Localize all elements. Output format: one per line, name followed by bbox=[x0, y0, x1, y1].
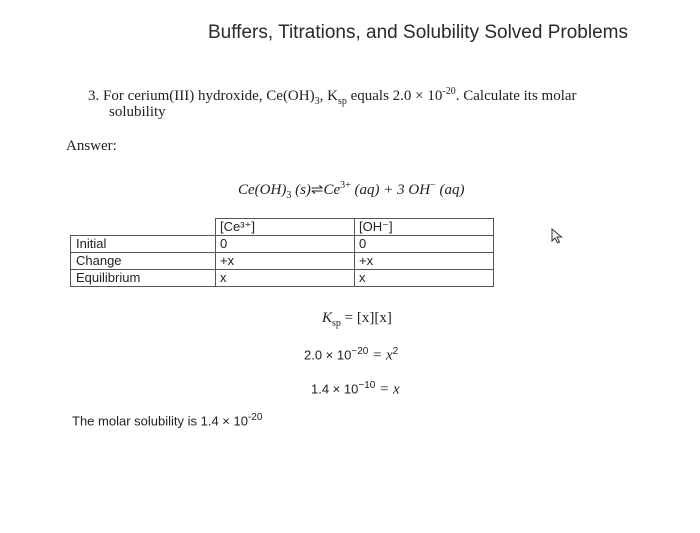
step3-exponent: −10 bbox=[358, 380, 376, 391]
ice-row-initial bbox=[71, 236, 494, 253]
ice-row-label: Change bbox=[71, 253, 216, 270]
ksp-symbol: K bbox=[322, 310, 333, 326]
eq-ion2-charge: − bbox=[430, 180, 436, 191]
step2-rhs: = x bbox=[368, 347, 393, 364]
step2-value: 2.0 × 10 bbox=[304, 347, 352, 363]
ice-row-change bbox=[71, 253, 494, 270]
eq-lhs: Ce(OH) bbox=[238, 182, 287, 198]
ice-header-ce: [Ce³⁺] bbox=[216, 219, 355, 236]
ice-cell: x bbox=[216, 270, 355, 287]
question-text-d: . Calculate its molar bbox=[455, 88, 577, 104]
eq-ion2: OH bbox=[408, 182, 431, 198]
step-substitution bbox=[304, 346, 398, 364]
eq-lhs-sub: 3 bbox=[286, 190, 292, 201]
question-text-a: For cerium(III) hydroxide, Ce(OH) bbox=[103, 88, 315, 104]
ice-cell: 0 bbox=[216, 236, 355, 253]
eq-arrow: ⇌ bbox=[310, 182, 324, 198]
eq-ion1-charge: 3+ bbox=[340, 180, 351, 191]
question-ksp-sub: sp bbox=[337, 96, 347, 107]
ice-row-equilibrium bbox=[71, 270, 494, 287]
molar-exponent: -20 bbox=[247, 412, 263, 423]
ice-cell: +x bbox=[355, 253, 494, 270]
step3-value: 1.4 × 10 bbox=[311, 381, 359, 397]
question-exponent: -20 bbox=[442, 86, 456, 97]
step2-exponent: −20 bbox=[351, 346, 369, 357]
ice-table bbox=[70, 218, 494, 287]
question-line-2: solubility bbox=[109, 104, 166, 120]
ice-row-label: Equilibrium bbox=[71, 270, 216, 287]
ksp-rhs: = [x][x] bbox=[340, 310, 392, 326]
ice-row-label: Initial bbox=[71, 236, 216, 253]
mouse-pointer-icon bbox=[551, 228, 565, 244]
question-text-b: , K bbox=[319, 88, 338, 104]
question-text-c: equals 2.0 × 10 bbox=[346, 88, 443, 104]
question-number: 3. bbox=[88, 88, 100, 104]
ice-header-blank bbox=[71, 219, 216, 236]
dissolution-equation bbox=[238, 180, 464, 201]
page-title: Buffers, Titrations, and Solubility Solved Problems bbox=[208, 22, 628, 43]
ice-cell: +x bbox=[216, 253, 355, 270]
eq-ion2-state: (aq) bbox=[435, 182, 465, 198]
ksp-symbol-sub: sp bbox=[332, 318, 341, 329]
molar-text: The molar solubility is 1.4 × 10 bbox=[72, 413, 248, 429]
step2-power: 2 bbox=[392, 346, 399, 357]
ice-header-oh: [OH⁻] bbox=[355, 219, 494, 236]
answer-label: Answer: bbox=[66, 138, 117, 154]
ice-header-row bbox=[71, 219, 494, 236]
eq-lhs-state: (s) bbox=[291, 182, 311, 198]
eq-ion1-state: (aq) + 3 bbox=[350, 182, 409, 198]
ice-cell: x bbox=[355, 270, 494, 287]
eq-ion1: Ce bbox=[323, 182, 341, 198]
question-sub-3: 3 bbox=[314, 96, 320, 107]
ice-cell: 0 bbox=[355, 236, 494, 253]
step-result bbox=[311, 380, 400, 398]
step3-rhs: = x bbox=[375, 381, 400, 398]
molar-solubility-statement bbox=[72, 412, 262, 428]
ksp-expression bbox=[322, 310, 392, 329]
